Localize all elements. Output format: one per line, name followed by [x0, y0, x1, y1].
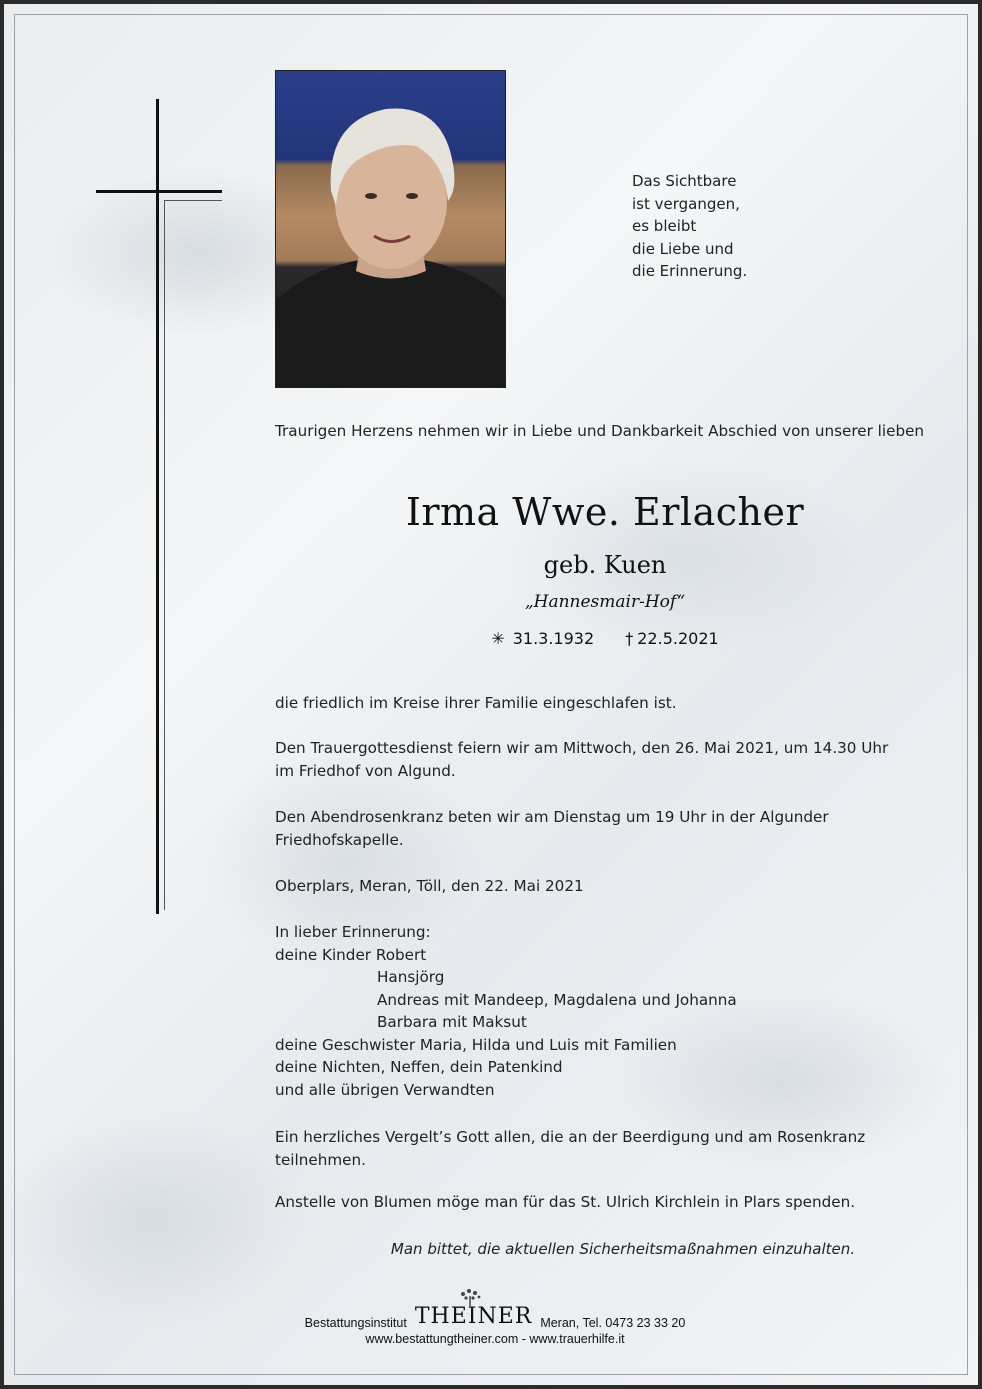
rosary-line-1: Den Abendrosenkranz beten wir am Dienstag um 19 Uhr in der Algunder [275, 808, 829, 826]
mourners-heading: In lieber Erinnerung: [275, 923, 431, 941]
life-dates [275, 629, 935, 648]
thanks-text [275, 1126, 915, 1171]
funeral-info [275, 737, 915, 782]
footer-prefix: Bestattungsinstitut [304, 1316, 407, 1330]
footer [4, 1304, 982, 1346]
place-date-line: Oberplars, Meran, Töll, den 22. Mai 2021 [275, 877, 584, 895]
mourner-child: Barbara mit Maksut [377, 1013, 527, 1031]
deceased-name: Irma Wwe. Erlacher [405, 490, 805, 534]
safety-notice: Man bittet, die aktuellen Sicherheitsmaßnahmen einzuhalten. [390, 1240, 855, 1258]
portrait-photo [275, 70, 506, 388]
poem-line: ist vergangen, [632, 194, 740, 213]
maiden-name: geb. Kuen [543, 551, 667, 579]
mourner-nieces: deine Nichten, Neffen, dein Patenkind [275, 1058, 563, 1076]
mourner-siblings: deine Geschwister Maria, Hilda und Luis mit Familien [275, 1035, 677, 1054]
intro-text: Traurigen Herzens nehmen wir in Liebe und Dankbarkeit Abschied von unserer lieben [275, 422, 925, 440]
mourner-relatives: und alle übrigen Verwandten [275, 1080, 495, 1099]
poem-line: die Liebe und [632, 239, 734, 258]
funeral-line-1: Den Trauergottesdienst feiern wir am Mittwoch, den 26. Mai 2021, um 14.30 Uhr [275, 739, 889, 757]
donation-text [275, 1191, 915, 1214]
poem-line: die Erinnerung. [632, 262, 748, 280]
birth-date: 31.3.1932 [512, 629, 595, 648]
passed-line: die friedlich im Kreise ihrer Familie eingeschlafen ist. [275, 694, 677, 712]
mourner-children: deine Kinder Robert [275, 945, 427, 964]
mourner-child: Andreas mit Mandeep, Magdalena und Johanna [377, 990, 737, 1009]
place-date [275, 875, 915, 898]
birth-star-icon: ✳ [491, 629, 505, 648]
footer-contact: Meran, Tel. 0473 23 33 20 [540, 1316, 686, 1330]
farm-name: „Hannesmair-Hof“ [524, 592, 686, 612]
rosary-line-2: Friedhofskapelle. [275, 830, 404, 849]
tree-icon [455, 1286, 485, 1308]
passed-text [275, 692, 915, 715]
death-cross-icon: † [625, 629, 634, 648]
brand-logo [415, 1304, 532, 1330]
funeral-line-2: im Friedhof von Algund. [275, 761, 456, 780]
brand-name: THEINER [414, 1304, 533, 1329]
poem-line: es bleibt [632, 217, 697, 235]
death-date: 22.5.2021 [637, 629, 719, 648]
poem-line: Das Sichtbare [632, 172, 737, 190]
rosary-info [275, 806, 915, 851]
thanks-line-2: teilnehmen. [275, 1150, 366, 1169]
thanks-line-1: Ein herzliches Vergelt’s Gott allen, die an der Beerdigung und am Rosenkranz [275, 1128, 866, 1146]
footer-websites[interactable]: www.bestattungtheiner.com - www.trauerhilfe.it [365, 1332, 625, 1346]
donation-line: Anstelle von Blumen möge man für das St. Ulrich Kirchlein in Plars spenden. [275, 1193, 856, 1211]
mourners-list [275, 921, 915, 1101]
mourner-child: Hansjörg [377, 968, 445, 986]
poem [632, 170, 747, 283]
